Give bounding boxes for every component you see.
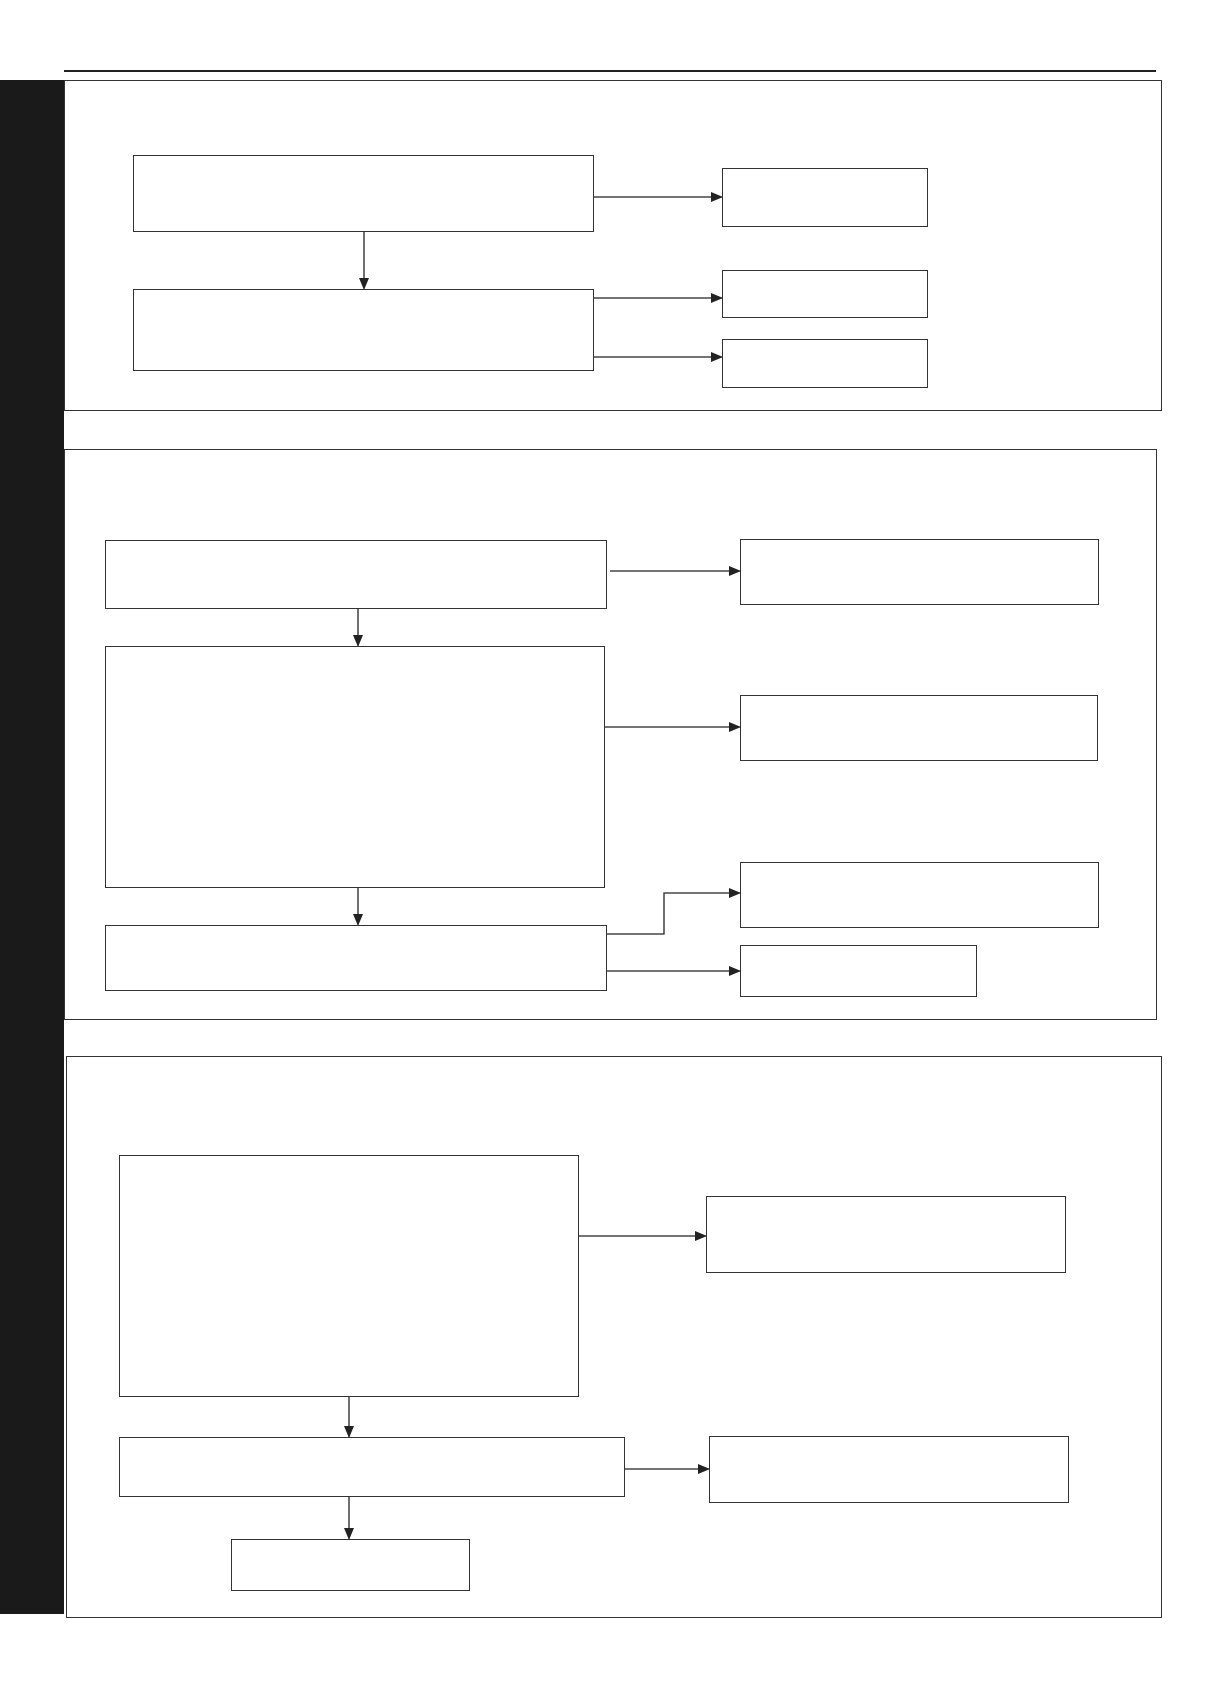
p2-check-step-3: [105, 925, 607, 991]
p2-check-step-2: [105, 646, 605, 888]
p1-result-box-1: [722, 168, 928, 227]
header-rule: [64, 70, 1156, 72]
p3-check-step-1: [119, 1155, 579, 1397]
p2-result-box-4: [740, 945, 977, 997]
p2-check-step-1: [105, 540, 607, 609]
p2-result-box-1: [740, 539, 1099, 605]
page-edge-tab: [0, 80, 64, 1614]
p2-result-box-2: [740, 695, 1098, 761]
p3-result-box-2: [709, 1436, 1069, 1503]
p1-check-step-2: [133, 289, 594, 371]
p3-end-box: [231, 1539, 470, 1591]
p3-result-box-1: [706, 1196, 1066, 1273]
p2-result-box-3: [740, 862, 1099, 928]
p1-result-box-3: [722, 339, 928, 388]
p3-check-step-2: [119, 1437, 625, 1497]
p1-result-box-2: [722, 270, 928, 318]
p1-check-step-1: [133, 155, 594, 232]
